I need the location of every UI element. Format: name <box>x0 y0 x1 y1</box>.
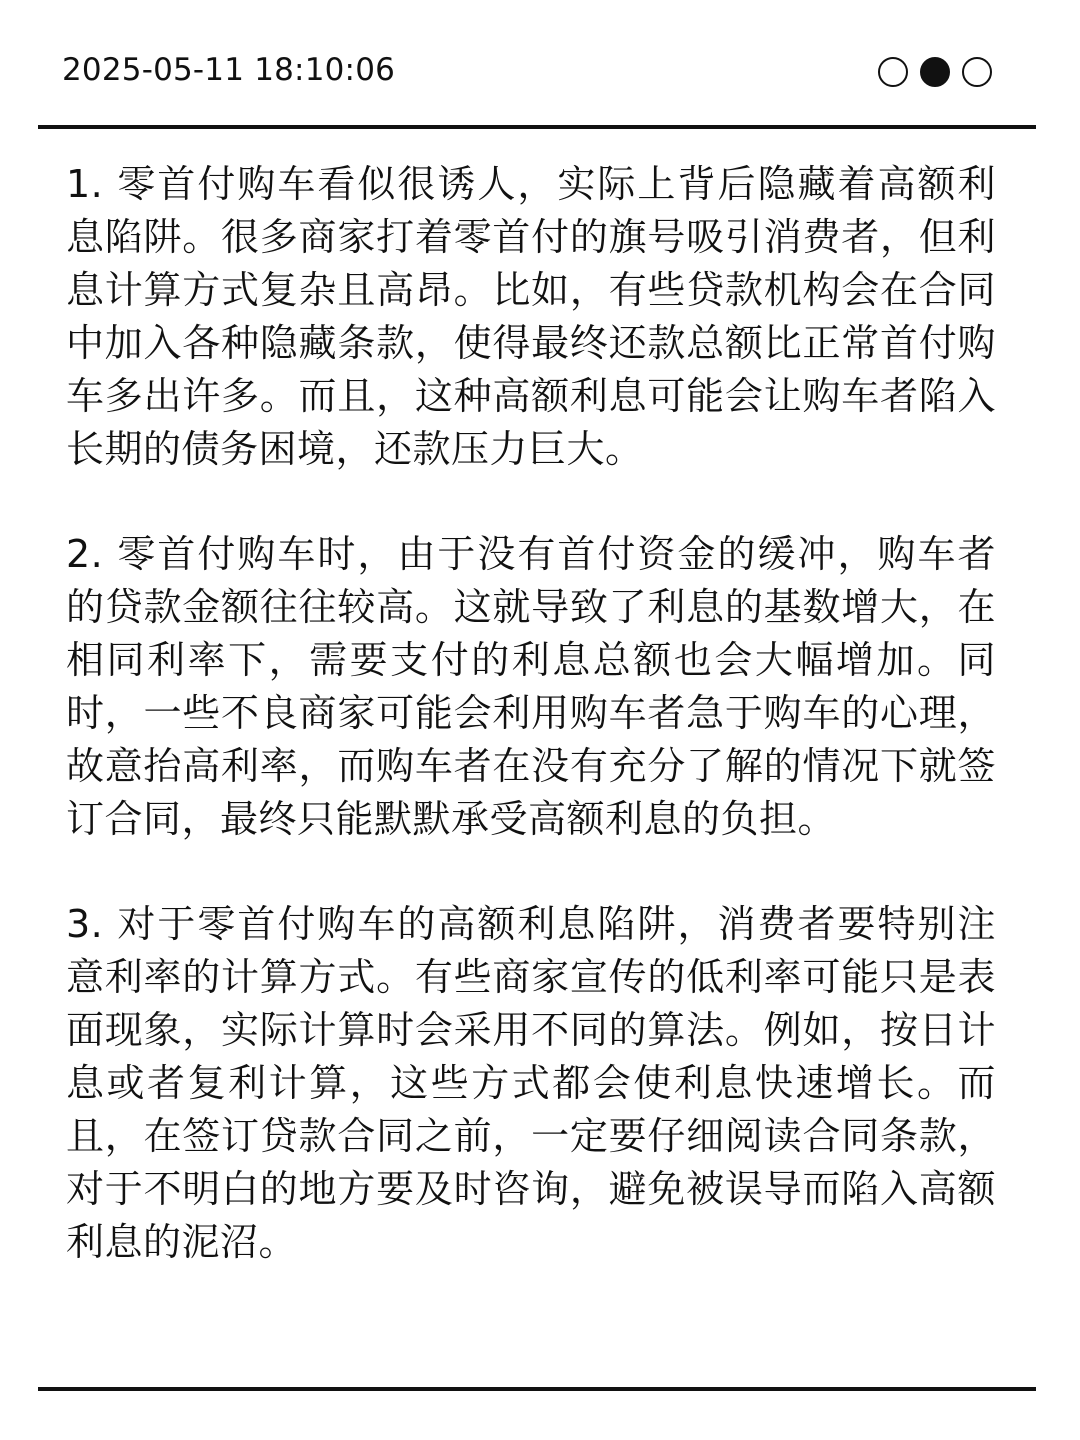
bottom-divider <box>38 1387 1036 1391</box>
paragraph-2: 2. 零首付购车时，由于没有首付资金的缓冲，购车者的贷款金额往往较高。这就导致了利息的基数增大，在相同利率下，需要支付的利息总额也会大幅增加。同时，一些不良商家可能会利用购车者急于购车的心理，故意抬高利率，而购车者在没有充分了解的情况下就签订合同，最终只能默默承受高额利息的负担。 <box>66 532 996 841</box>
timestamp: 2025-05-11 18:10:06 <box>62 52 396 88</box>
paragraph-1: 1. 零首付购车看似很诱人，实际上背后隐藏着高额利息陷阱。很多商家打着零首付的旗号吸引消费者，但利息计算方式复杂且高昂。比如，有些贷款机构会在合同中加入各种隐藏条款，使得最终还款总额比正常首付购车多出许多。而且，这种高额利息可能会让购车者陷入长期的债务困境，还款压力巨大。 <box>66 162 996 471</box>
paragraph-3: 3. 对于零首付购车的高额利息陷阱，消费者要特别注意利率的计算方式。有些商家宣传的低利率可能只是表面现象，实际计算时会采用不同的算法。例如，按日计息或者复利计算，这些方式都会使利息快速增长。而且，在签订贷款合同之前，一定要仔细阅读合同条款，对于不明白的地方要及时咨询，避免被误导而陷入高额利息的泥沼。 <box>66 902 996 1264</box>
page-header <box>62 50 992 94</box>
page-dot-2-active[interactable] <box>920 57 950 87</box>
page-indicator <box>878 54 992 90</box>
top-divider <box>38 125 1036 129</box>
article-body <box>66 158 996 1321</box>
page-dot-1[interactable] <box>878 57 908 87</box>
page-dot-3[interactable] <box>962 57 992 87</box>
